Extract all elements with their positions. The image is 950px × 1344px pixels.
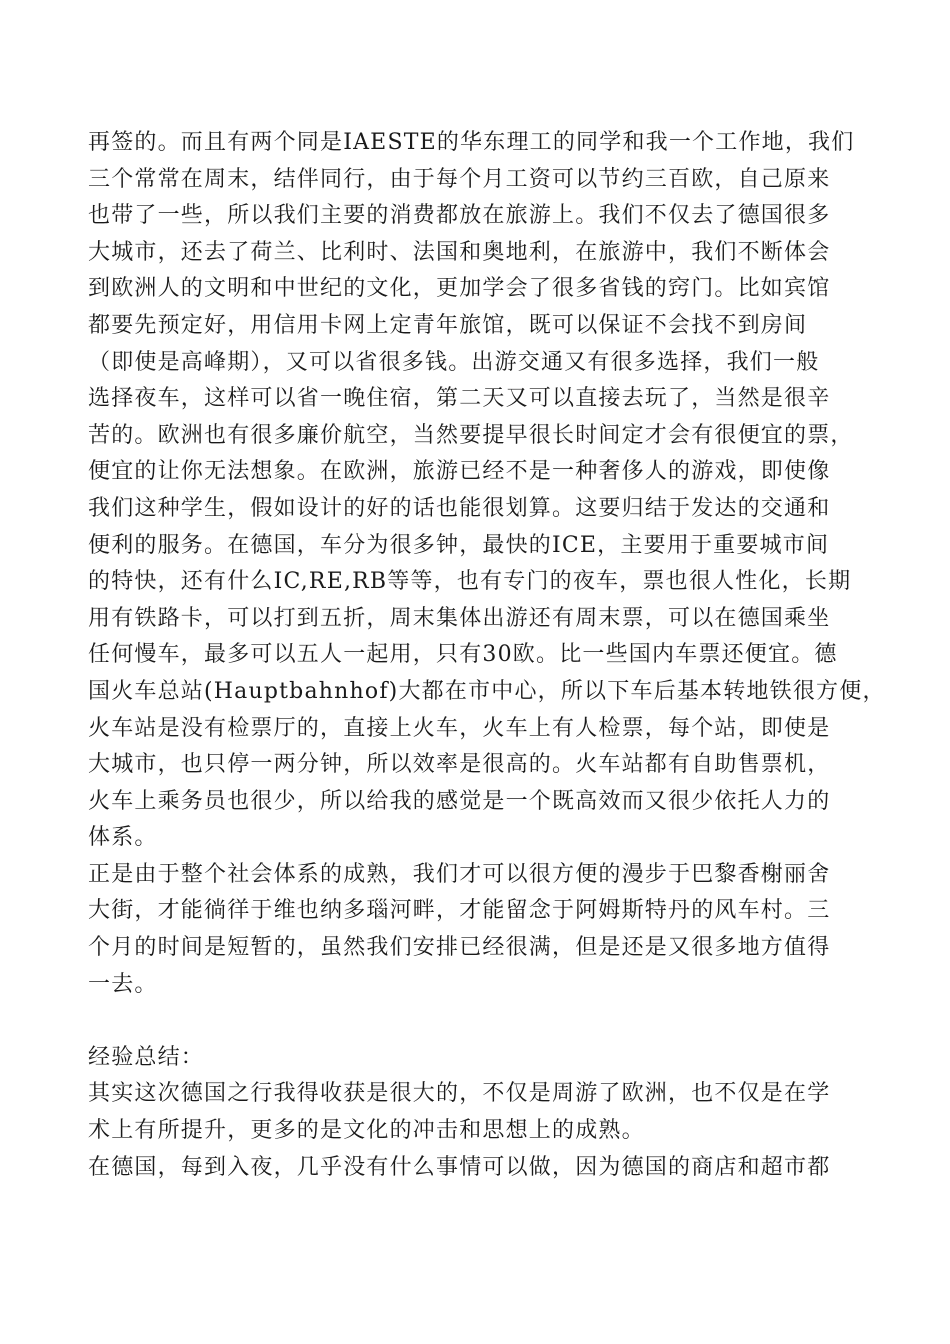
text-line: 苦的。欧洲也有很多廉价航空，当然要提早很长时间定才会有很便宜的票，	[88, 422, 854, 448]
paragraph-summary	[88, 1076, 878, 1149]
text-line: 大城市，也只停一两分钟，所以效率是很高的。火车站都有自助售票机，	[88, 752, 831, 778]
text-line: 大城市，还去了荷兰、比利时、法国和奥地利，在旅游中，我们不断体会	[88, 239, 831, 265]
text-line: 都要先预定好，用信用卡网上定青年旅馆，既可以保证不会找不到房间	[88, 312, 808, 338]
text-line: 正是由于整个社会体系的成熟，我们才可以很方便的漫步于巴黎香榭丽舍	[88, 861, 831, 887]
text-line: 便利的服务。在德国，车分为很多钟，最快的ICE，主要用于重要城市间	[88, 532, 830, 558]
text-line: 我们这种学生，假如设计的好的话也能很划算。这要归结于发达的交通和	[88, 495, 831, 521]
text-line: 火车上乘务员也很少，所以给我的感觉是一个既高效而又很少依托人力的	[88, 788, 831, 814]
text-line: 三个常常在周末，结伴同行，由于每个月工资可以节约三百欧，自己原来	[88, 166, 831, 192]
text-line: 在德国，每到入夜，几乎没有什么事情可以做，因为德国的商店和超市都	[88, 1154, 831, 1180]
paragraph-travel	[88, 125, 886, 857]
section-heading: 经验总结：	[88, 1044, 205, 1070]
text-line: 也带了一些，所以我们主要的消费都放在旅游上。我们不仅去了德国很多	[88, 203, 831, 229]
text-line: 大街，才能徜徉于维也纳多瑙河畔，才能留念于阿姆斯特丹的风车村。三	[88, 898, 831, 924]
text-line: 一去。	[88, 971, 158, 997]
text-line: 便宜的让你无法想象。在欧洲，旅游已经不是一种奢侈人的游戏，即使像	[88, 459, 831, 485]
text-line: 其实这次德国之行我得收获是很大的，不仅是周游了欧洲，也不仅是在学	[88, 1081, 831, 1107]
paragraph-society	[88, 857, 878, 1003]
text-line: 选择夜车，这样可以省一晚住宿，第二天又可以直接去玩了，当然是很辛	[88, 386, 831, 412]
text-line: 术上有所提升，更多的是文化的冲击和思想上的成熟。	[88, 1118, 645, 1144]
text-line: 任何慢车，最多可以五人一起用，只有30欧。比一些国内车票还便宜。德	[88, 642, 838, 668]
text-line: 到欧洲人的文明和中世纪的文化，更加学会了很多省钱的窍门。比如宾馆	[88, 276, 831, 302]
text-line: 国火车总站(Hauptbahnhof)大都在市中心，所以下车后基本转地铁很方便，	[88, 678, 886, 704]
text-line: 火车站是没有检票厅的，直接上火车，火车上有人检票，每个站，即使是	[88, 715, 831, 741]
text-line: 再签的。而且有两个同是IAESTE的华东理工的同学和我一个工作地，我们	[88, 130, 855, 155]
text-line: （即使是高峰期），又可以省很多钱。出游交通又有很多选择，我们一般	[88, 349, 820, 375]
text-line: 用有铁路卡，可以打到五折，周末集体出游还有周末票，可以在德国乘坐	[88, 605, 831, 631]
text-line: 个月的时间是短暂的，虽然我们安排已经很满，但是还是又很多地方值得	[88, 935, 831, 961]
document-page	[88, 125, 886, 1186]
text-line: 的特快，还有什么IC,RE,RB等等，也有专门的夜车，票也很人性化，长期	[88, 569, 852, 595]
blank-line	[88, 1003, 878, 1040]
text-line: 体系。	[88, 825, 158, 851]
paragraph-night	[88, 1150, 878, 1187]
